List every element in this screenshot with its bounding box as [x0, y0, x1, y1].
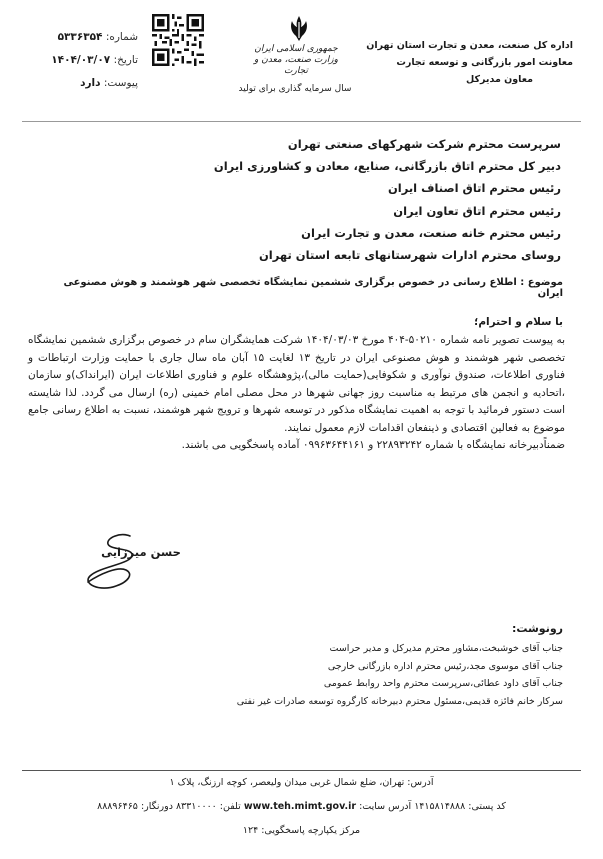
recipient-6: روسای محترم ادارات شهرستانهای تابعه استان تهران — [258, 248, 561, 262]
letter-subject: موضوع : اطلاع رسانی در خصوص برگزاری ششمین نمایشگاه تخصصی شهر هوشمند و هوش مصنوعی ایران — [63, 277, 563, 299]
letter-attachment — [28, 76, 138, 90]
year-motto: سال سرمایه گذاری برای تولید — [238, 84, 352, 94]
footer-address: آدرس: تهران، ضلع شمال غربی میدان ولیعصر، کوچه ارزنگ، پلاک ۱ — [169, 777, 434, 788]
ministry-line-2: وزارت صنعت، معدن و تجارت — [254, 55, 338, 76]
header-divider — [22, 121, 581, 122]
cc-title: رونوشت: — [511, 622, 563, 635]
recipient-1: سرپرست محترم شرکت شهرکهای صنعتی تهران — [287, 137, 561, 151]
recipient-4: رئیس محترم اتاق تعاون ایران — [393, 204, 561, 218]
signatory-name: حسن میرزایی — [101, 545, 181, 559]
footer-call-center: مرکز یکپارچه پاسخگویی: ۱۲۴ — [242, 825, 361, 836]
footer-phones: تلفن: ۸۳۳۱۰۰۰۰ دورنگار: ۸۸۸۹۶۴۶۵ — [97, 801, 244, 812]
cc-item: سرکار خانم فائزه قدیمی،مسئول محترم دبیرخانه کارگروه توسعه صادرات غیر نفتی — [236, 695, 563, 707]
cc-item: جناب آقای داود عطائی،سرپرست محترم واحد روابط عمومی — [323, 678, 563, 689]
signature-scribble-icon — [60, 530, 180, 600]
recipient-2: دبیر کل محترم اتاق بازرگانی، صنایع، معادن و کشاورزی ایران — [213, 159, 561, 173]
letter-date-label: تاریخ: — [113, 54, 138, 66]
letter-number — [28, 30, 138, 44]
footer-postal: کد پستی: ۱۴۱۵۸۱۴۸۸۸ آدرس سایت: — [356, 801, 506, 812]
cc-item: جناب آقای خوشبخت،مشاور محترم مدیرکل و مدیر حراست — [329, 643, 563, 654]
cc-list — [23, 640, 563, 710]
footer-contact — [30, 800, 573, 813]
ministry-logo — [246, 44, 346, 77]
recipient-5: رئیس محترم خانه صنعت، معدن و تجارت ایران — [301, 226, 561, 240]
recipient-3: رئیس محترم اتاق اصناف ایران — [387, 181, 561, 195]
body-paragraph-2: ضمناًدبیرخانه نمایشگاه با شماره ۲۲۸۹۳۲۴۲ و ۰۹۹۶۳۶۴۴۱۶۱ آماده پاسخگویی می باشند. — [181, 439, 565, 451]
qr-code-icon — [152, 14, 204, 66]
greeting: با سلام و احترام؛ — [474, 316, 563, 328]
letter-number-value: ۵۳۳۶۳۵۴ — [57, 31, 103, 43]
footer-website-link[interactable]: www.teh.mimt.gov.ir — [243, 801, 357, 812]
org-line-3: معاون مدیرکل — [466, 74, 533, 85]
letter-attachment-value: دارد — [80, 77, 101, 89]
ministry-line-1: جمهوری اسلامی ایران — [254, 44, 338, 54]
letter-number-label: شماره: — [105, 31, 138, 43]
org-line-1: اداره کل صنعت، معدن و تجارت استان تهران — [366, 40, 573, 51]
footer-divider — [22, 770, 581, 771]
letter-attachment-label: پیوست: — [103, 77, 138, 89]
letter-body — [28, 332, 565, 455]
body-paragraph-1: به پیوست تصویر نامه شماره ۵۰۲۱۰-۴۰۴ مورخ ۱۴۰۴/۰۳/۰۳ شرکت همایشگران سام در خصوص برگزاری ششمین نمایشگاه تخصصی شهر هوشمند و هوش مصنوعی ایران در تاریخ ۱۳ لغایت ۱۵ آبان ماه سال جاری با حمایت وزارت ارتباطات و فناوری اطلاعات، صندوق نوآوری و شکوفایی(حمایت مالی)،پژوهشگاه علوم و فناوری اطلاعات ایران (ایرانداک)و سازمان ،اتحادیه و انجمن های مرتبط به مناسبت روز جهانی شهرها در محل مصلی امام خمینی (ره) ارسال می گردد. لذا شایسته است دستور فرمائید با توجه به اهمیت نمایشگاه مذکور در توسعه شهرها و ترویج شهر هوشمند، نسبت به اطلاع رسانی جامع موضوع به فعالین اقتصادی و ذینفعان اقدامات لازم معمول نمایند. — [28, 334, 566, 434]
letter-date-value: ۱۴۰۴/۰۳/۰۷ — [51, 54, 111, 66]
org-line-2: معاونت امور بازرگانی و توسعه تجارت — [396, 57, 573, 68]
iran-emblem-icon — [286, 14, 312, 44]
cc-item: جناب آقای موسوی مجد،رئیس محترم اداره بازرگانی خارجی — [327, 660, 563, 672]
letter-date — [28, 53, 138, 67]
